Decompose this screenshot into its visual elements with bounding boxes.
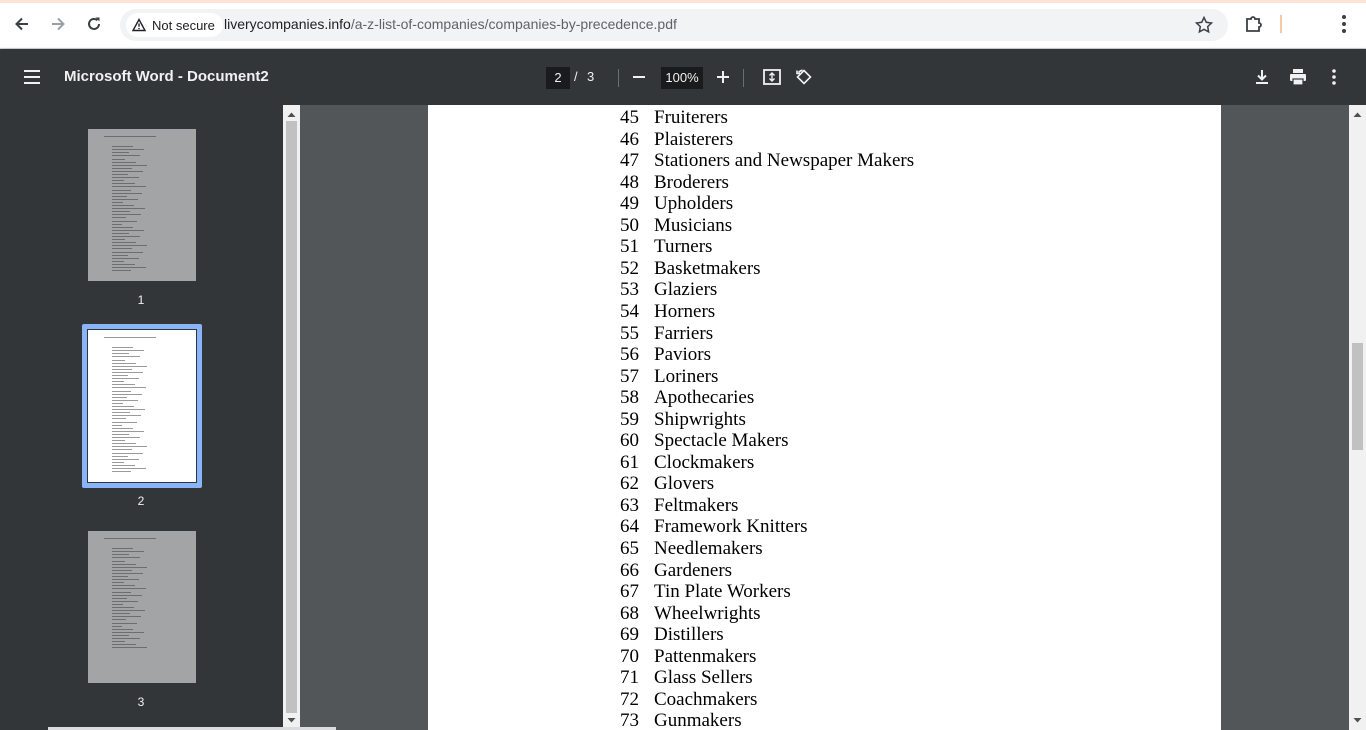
thumbnail-text-line: [112, 434, 129, 435]
entry-number: 73: [620, 710, 639, 730]
plus-icon: [715, 69, 731, 85]
rotate-button[interactable]: [792, 65, 816, 89]
list-entry: [620, 279, 717, 301]
thumbnail-text-line: [112, 449, 132, 450]
scroll-up-arrow-icon[interactable]: [287, 110, 296, 119]
security-label: Not secure: [152, 17, 215, 33]
entry-name: Gardeners: [654, 559, 733, 581]
reload-button[interactable]: [81, 11, 107, 37]
browser-toolbar: [0, 0, 1366, 49]
thumbnail-text-line: [112, 165, 147, 166]
thumbnail-text-line: [112, 252, 143, 253]
entry-number: 56: [620, 344, 639, 366]
entry-number: 68: [620, 602, 639, 624]
page-total: 3: [587, 69, 595, 84]
thumbnail-text-line: [112, 415, 141, 416]
thumbnail-text-line: [112, 378, 139, 379]
thumbnail-text-line: [112, 570, 132, 571]
list-entry: [620, 667, 753, 689]
thumbnail-text-line: [112, 258, 139, 259]
entry-number: 51: [620, 236, 639, 258]
thumbnail-text-line: [104, 136, 156, 137]
thumbnail-text-line: [112, 400, 138, 401]
page-number-input[interactable]: 2: [546, 67, 570, 89]
entry-number: 47: [620, 150, 639, 172]
thumbnail-text-line: [112, 242, 136, 243]
entry-number: 72: [620, 688, 639, 710]
bookmark-star-button[interactable]: [1194, 15, 1214, 40]
entry-name: Musicians: [654, 214, 733, 236]
sidebar-scroll-thumb[interactable]: [286, 121, 297, 713]
entry-name: Horners: [654, 300, 716, 322]
entry-name: Glass Sellers: [654, 667, 753, 689]
entry-number: 66: [620, 559, 639, 581]
thumbnail-text-line: [112, 579, 139, 580]
thumbnail-text-line: [112, 353, 129, 354]
thumbnail-text-line: [112, 264, 135, 265]
thumbnail-text-line: [112, 412, 130, 413]
thumbnail-text-line: [112, 146, 133, 147]
thumbnail-text-line: [112, 196, 127, 197]
list-entry: [620, 473, 714, 495]
thumbnail-text-line: [112, 471, 131, 472]
list-entry: [620, 710, 742, 730]
download-icon: [1253, 68, 1271, 86]
entry-number: 53: [620, 279, 639, 301]
thumbnail-text-line: [112, 446, 147, 447]
thumbnail-text-line: [112, 619, 126, 620]
zoom-out-button[interactable]: [627, 65, 651, 89]
thumbnail-text-line: [112, 202, 123, 203]
thumbnail-text-line: [112, 384, 135, 385]
download-button[interactable]: [1250, 65, 1274, 89]
thumbnail-text-line: [112, 561, 125, 562]
thumbnail-sidebar: [0, 105, 300, 730]
thumbnail-text-line: [112, 270, 131, 271]
back-button[interactable]: [9, 11, 35, 37]
entry-number: 65: [620, 538, 639, 559]
thumbnail-text-line: [112, 409, 145, 410]
thumbnail-text-line: [112, 186, 146, 187]
document-viewer[interactable]: [300, 105, 1349, 730]
more-vert-icon: [1332, 12, 1356, 36]
thumbnail-text-line: [112, 443, 136, 444]
thumbnail-text-line: [112, 601, 138, 602]
url-path: /a-z-list-of-companies/companies-by-precedence.pdf: [350, 16, 677, 32]
entry-name: Wheelwrights: [654, 602, 761, 624]
thumbnail-text-line: [112, 387, 146, 388]
thumbnail-text-line: [112, 440, 125, 441]
entry-number: 64: [620, 516, 639, 538]
more-vert-icon: [1324, 67, 1344, 87]
entry-name: Apothecaries: [654, 387, 755, 409]
thumbnail-text-line: [112, 647, 147, 648]
thumbnail-text-line: [112, 366, 147, 367]
page-thumbnail-3[interactable]: [88, 531, 196, 683]
list-entry: [620, 560, 732, 582]
entry-name: Gunmakers: [654, 710, 742, 730]
rotate-icon: [794, 67, 814, 87]
thumbnail-text-line: [112, 437, 140, 438]
toolbar-divider: [618, 69, 619, 87]
thumbnail-text-line: [112, 180, 124, 181]
entry-name: Feltmakers: [654, 494, 739, 516]
thumbnail-text-line: [112, 418, 126, 419]
entry-number: 60: [620, 430, 639, 452]
thumbnail-label-1: 1: [137, 293, 145, 307]
url-text[interactable]: [224, 16, 677, 32]
print-icon: [1288, 67, 1308, 87]
thumbnail-text-line: [112, 554, 129, 555]
thumbnail-text-line: [112, 632, 144, 633]
list-entry: [620, 646, 756, 668]
thumbnail-text-line: [112, 604, 123, 605]
thumbnail-text-line: [112, 248, 132, 249]
thumbnail-text-line: [112, 168, 132, 169]
viewer-scrollbar[interactable]: [1349, 105, 1366, 730]
entry-name: Clockmakers: [654, 451, 755, 473]
entry-name: Spectacle Makers: [654, 430, 789, 452]
entry-number: 49: [620, 193, 639, 215]
pdf-more-button[interactable]: [1322, 65, 1346, 89]
list-entry: [620, 172, 729, 194]
entry-name: Basketmakers: [654, 257, 761, 279]
list-entry: [620, 236, 712, 258]
thumbnail-text-line: [112, 610, 145, 611]
thumbnail-text-line: [112, 211, 130, 212]
thumbnail-text-line: [112, 626, 122, 627]
thumbnail-text-line: [112, 350, 144, 351]
arrow-left-icon: [13, 15, 31, 33]
list-entry: [620, 366, 718, 388]
fit-page-icon: [762, 67, 782, 87]
thumbnail-text-line: [112, 456, 128, 457]
thumbnail-text-line: [112, 462, 124, 463]
list-entry: [620, 538, 763, 560]
thumbnail-text-line: [112, 394, 142, 395]
thumbnail-text-line: [112, 638, 140, 639]
thumbnail-text-line: [112, 174, 128, 175]
extensions-button[interactable]: [1242, 12, 1266, 41]
thumbnail-text-line: [112, 431, 144, 432]
entry-name: Turners: [654, 236, 713, 258]
thumbnail-text-line: [112, 582, 124, 583]
sidebar-toggle-button[interactable]: [20, 65, 44, 89]
thumbnail-text-line: [112, 177, 139, 178]
thumbnail-text-line: [112, 230, 144, 231]
thumbnail-text-line: [112, 239, 125, 240]
list-entry: [620, 193, 733, 215]
thumbnail-text-line: [112, 149, 144, 150]
thumbnail-text-line: [112, 372, 143, 373]
entry-name: Needlemakers: [654, 538, 763, 559]
thumbnail-text-line: [112, 375, 128, 376]
thumbnail-text-line: [112, 551, 144, 552]
tab-strip-edge: [0, 0, 1366, 3]
thumbnail-text-line: [112, 613, 130, 614]
list-entry: [620, 516, 808, 538]
browser-menu-button[interactable]: [1332, 12, 1356, 41]
thumbnail-text-line: [112, 245, 147, 246]
entry-number: 61: [620, 451, 639, 473]
thumbnail-text-line: [112, 567, 147, 568]
list-entry: [620, 344, 711, 366]
thumbnail-text-line: [112, 224, 122, 225]
list-entry: [620, 409, 746, 431]
entry-name: Upholders: [654, 193, 734, 215]
entry-name: Fruiterers: [654, 107, 728, 128]
thumbnail-text-line: [112, 422, 137, 423]
thumbnail-text-line: [112, 588, 146, 589]
entry-name: Loriners: [654, 365, 719, 387]
thumbnail-text-line: [112, 557, 140, 558]
list-entry: [620, 689, 757, 711]
thumbnail-text-line: [112, 573, 143, 574]
thumbnail-text-line: [112, 381, 124, 382]
thumbnail-text-line: [112, 391, 131, 392]
entry-number: 50: [620, 214, 639, 236]
thumbnail-text-line: [112, 548, 133, 549]
thumbnail-text-line: [112, 468, 146, 469]
entry-name: Tin Plate Workers: [654, 581, 791, 603]
thumbnail-text-line: [112, 199, 138, 200]
thumbnail-text-line: [112, 171, 143, 172]
entry-name: Pattenmakers: [654, 645, 757, 667]
sidebar-scrollbar[interactable]: [283, 105, 300, 730]
pdf-page: [428, 105, 1221, 730]
thumbnail-text-line: [112, 644, 136, 645]
entry-number: 46: [620, 128, 639, 150]
pdf-toolbar: [0, 49, 1366, 105]
thumbnail-text-line: [112, 465, 135, 466]
thumbnail-text-line: [112, 616, 141, 617]
scroll-down-arrow-icon[interactable]: [1353, 716, 1362, 725]
thumbnail-text-line: [112, 369, 132, 370]
thumbnail-text-line: [112, 152, 129, 153]
arrow-right-icon: [49, 15, 67, 33]
thumbnail-text-line: [112, 397, 127, 398]
thumbnail-text-line: [104, 337, 156, 338]
thumbnail-text-line: [112, 221, 137, 222]
thumbnail-text-line: [112, 607, 134, 608]
list-entry: [620, 215, 732, 237]
thumbnail-text-line: [112, 595, 142, 596]
toolbar-divider: [743, 69, 744, 87]
list-entry: [620, 323, 713, 345]
list-entry: [620, 387, 754, 409]
thumbnail-text-line: [112, 217, 126, 218]
zoom-in-button[interactable]: [711, 65, 735, 89]
puzzle-icon: [1242, 12, 1266, 36]
entry-name: Glaziers: [654, 279, 718, 301]
thumbnail-text-line: [112, 159, 125, 160]
thumbnail-text-line: [112, 193, 142, 194]
forward-button[interactable]: [45, 11, 71, 37]
list-entry: [620, 150, 914, 172]
scroll-down-arrow-icon[interactable]: [287, 716, 296, 725]
entry-name: Distillers: [654, 624, 724, 646]
zoom-level-input[interactable]: 100%: [661, 67, 703, 89]
thumbnail-text-line: [112, 598, 127, 599]
entry-number: 55: [620, 322, 639, 344]
thumbnail-text-line: [112, 623, 137, 624]
address-bar[interactable]: [120, 9, 1228, 41]
list-entry: [620, 107, 728, 129]
entry-number: 63: [620, 494, 639, 516]
minus-icon: [631, 69, 647, 85]
list-entry: [620, 603, 761, 625]
print-button[interactable]: [1286, 65, 1310, 89]
entry-name: Paviors: [654, 344, 711, 366]
thumbnail-text-line: [112, 403, 123, 404]
entry-number: 52: [620, 257, 639, 279]
thumbnail-text-line: [112, 205, 134, 206]
entry-number: 62: [620, 473, 639, 495]
list-entry: [620, 430, 789, 452]
entry-number: 57: [620, 365, 639, 387]
thumbnail-text-line: [112, 428, 133, 429]
thumbnail-text-line: [112, 459, 139, 460]
list-entry: [620, 301, 715, 323]
list-entry: [620, 258, 761, 280]
thumbnail-text-line: [112, 190, 131, 191]
list-entry: [620, 495, 738, 517]
entry-name: Framework Knitters: [654, 516, 808, 538]
entry-name: Farriers: [654, 322, 714, 344]
thumbnail-text-line: [112, 267, 146, 268]
thumbnail-text-line: [112, 641, 125, 642]
security-chip[interactable]: [126, 13, 223, 37]
thumbnail-text-line: [112, 155, 140, 156]
entry-name: Glovers: [654, 473, 715, 495]
entry-name: Broderers: [654, 171, 729, 193]
thumbnail-label-2: 2: [137, 494, 145, 508]
entry-number: 48: [620, 171, 639, 193]
menu-icon: [20, 65, 44, 89]
thumbnail-text-line: [112, 453, 143, 454]
thumbnail-text-line: [112, 347, 133, 348]
entry-name: Stationers and Newspaper Makers: [654, 150, 915, 172]
thumbnail-text-line: [112, 564, 136, 565]
thumbnail-label-3: 3: [137, 695, 145, 709]
list-entry: [620, 129, 733, 151]
page-thumbnail-2[interactable]: [88, 330, 196, 482]
entry-number: 54: [620, 300, 639, 322]
thumbnail-text-line: [112, 214, 141, 215]
viewer-scroll-thumb[interactable]: [1352, 343, 1363, 450]
thumbnail-text-line: [104, 538, 156, 539]
list-entry: [620, 624, 724, 646]
thumbnail-text-line: [112, 236, 140, 237]
thumbnail-text-line: [112, 261, 124, 262]
thumbnail-text-line: [112, 629, 133, 630]
thumbnail-text-line: [112, 255, 128, 256]
thumbnail-text-line: [112, 363, 136, 364]
star-icon: [1194, 15, 1214, 35]
thumbnail-text-line: [112, 233, 129, 234]
thumbnail-text-line: [112, 208, 145, 209]
thumbnail-text-line: [112, 585, 135, 586]
list-entry: [620, 581, 791, 603]
thumbnail-text-line: [112, 635, 129, 636]
thumbnail-text-line: [112, 360, 125, 361]
thumbnail-text-line: [112, 162, 136, 163]
entry-number: 67: [620, 581, 639, 603]
entry-number: 45: [620, 107, 639, 128]
warning-triangle-icon: [132, 18, 146, 32]
thumbnail-text-line: [112, 576, 128, 577]
thumbnail-text-line: [112, 227, 133, 228]
toolbar-divider: [1280, 15, 1282, 33]
scroll-up-arrow-icon[interactable]: [1353, 110, 1362, 119]
entry-number: 69: [620, 624, 639, 646]
thumbnail-text-line: [112, 356, 140, 357]
url-host: liverycompanies.info: [224, 16, 351, 32]
entry-name: Plaisterers: [654, 128, 734, 150]
reload-icon: [85, 15, 103, 33]
thumbnail-text-line: [112, 406, 134, 407]
document-title: Microsoft Word - Document2: [64, 68, 269, 85]
entry-name: Coachmakers: [654, 688, 758, 710]
entry-name: Shipwrights: [654, 408, 746, 430]
thumbnail-text-line: [112, 183, 135, 184]
thumbnail-text-line: [112, 425, 122, 426]
page-thumbnail-1[interactable]: [88, 129, 196, 281]
entry-number: 58: [620, 387, 639, 409]
entry-number: 59: [620, 408, 639, 430]
entry-number: 71: [620, 667, 639, 689]
list-entry: [620, 452, 754, 474]
thumbnail-text-line: [112, 592, 131, 593]
entry-number: 70: [620, 645, 639, 667]
page-separator: /: [574, 69, 578, 84]
fit-to-page-button[interactable]: [760, 65, 784, 89]
